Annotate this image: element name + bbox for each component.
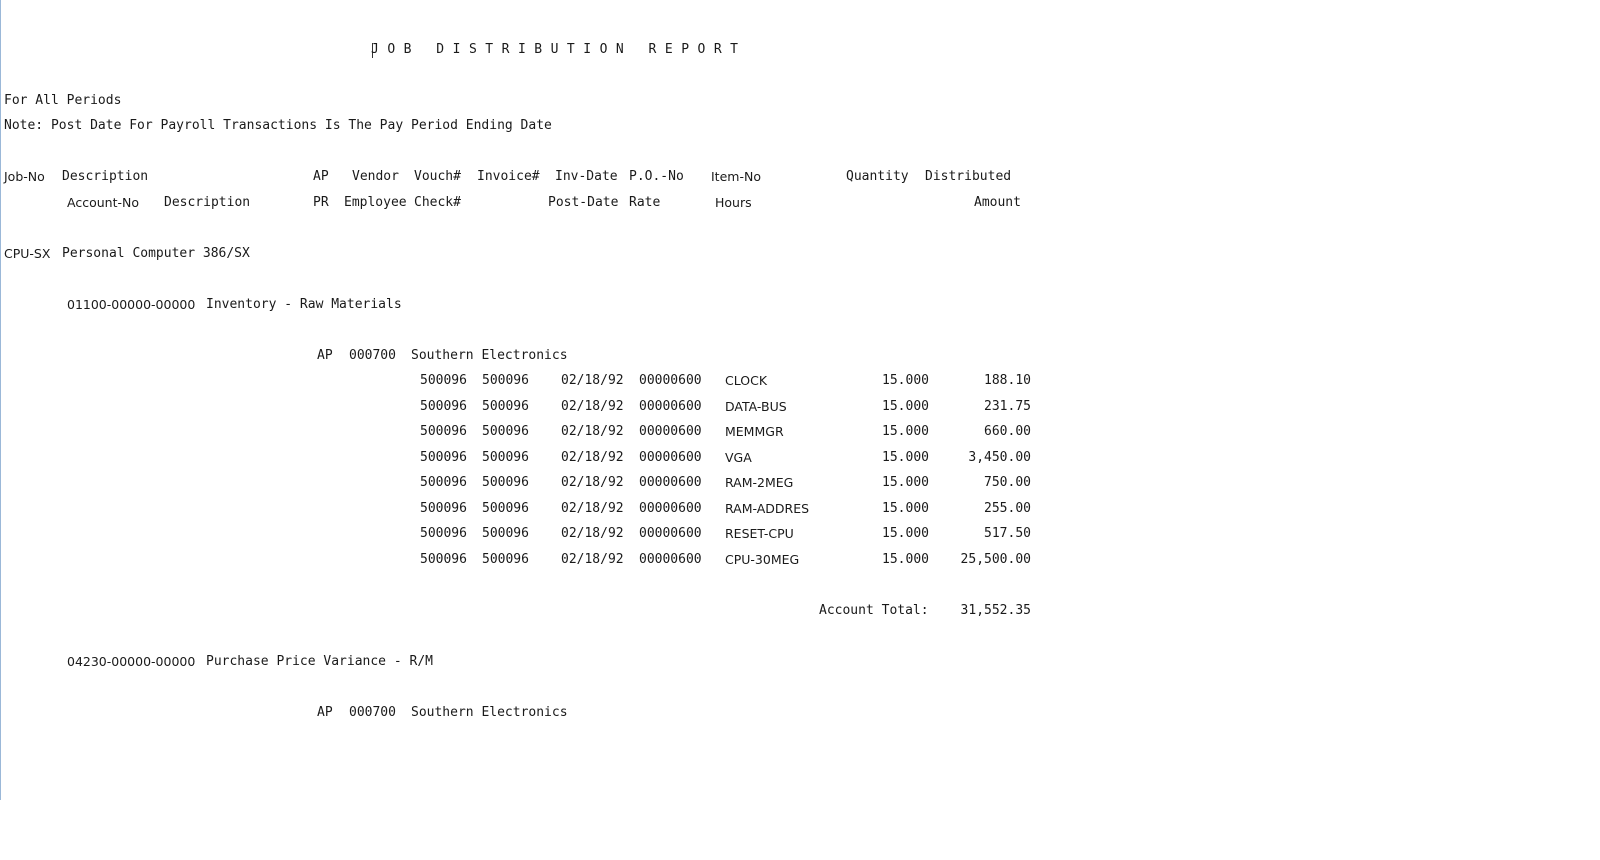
line-vouch: 500096 — [420, 399, 467, 414]
line-po: 00000600 — [639, 526, 702, 541]
header-job-no: Job-No — [4, 169, 45, 184]
line-vouch: 500096 — [420, 424, 467, 439]
line-po: 00000600 — [639, 399, 702, 414]
line-quantity: 15.000 — [882, 475, 929, 490]
header-pr: PR — [313, 195, 329, 210]
vendor-name: Southern Electronics — [411, 705, 568, 720]
job-number: CPU-SX — [4, 246, 51, 261]
line-vouch: 500096 — [420, 552, 467, 567]
header-account-no: Account-No — [67, 195, 139, 210]
line-amount: 3,450.00 — [968, 450, 1031, 465]
account-number: 01100-00000-00000 — [67, 297, 196, 312]
line-po: 00000600 — [639, 501, 702, 516]
line-amount: 660.00 — [984, 424, 1031, 439]
vendor-type: AP — [317, 348, 333, 363]
header-description: Description — [62, 169, 149, 184]
line-quantity: 15.000 — [882, 373, 929, 388]
line-po: 00000600 — [639, 475, 702, 490]
header-inv-date: Inv-Date — [555, 169, 618, 184]
header-vendor: Vendor — [352, 169, 399, 184]
line-amount: 25,500.00 — [960, 552, 1031, 567]
line-po: 00000600 — [639, 450, 702, 465]
line-item: RAM-ADDRES — [725, 501, 810, 516]
line-item: MEMMGR — [725, 424, 784, 439]
line-invoice: 500096 — [482, 552, 529, 567]
line-quantity: 15.000 — [882, 501, 929, 516]
line-quantity: 15.000 — [882, 450, 929, 465]
line-amount: 517.50 — [984, 526, 1031, 541]
line-date: 02/18/92 — [561, 424, 624, 439]
header-description-2: Description — [164, 195, 251, 210]
account-number: 04230-00000-00000 — [67, 654, 196, 669]
account-total-label: Account Total: — [819, 603, 929, 618]
line-date: 02/18/92 — [561, 450, 624, 465]
header-check: Check# — [414, 195, 461, 210]
line-invoice: 500096 — [482, 450, 529, 465]
line-date: 02/18/92 — [561, 526, 624, 541]
report-period: For All Periods — [4, 93, 122, 108]
line-date: 02/18/92 — [561, 399, 624, 414]
line-vouch: 500096 — [420, 501, 467, 516]
line-item: DATA-BUS — [725, 399, 787, 414]
report-note: Note: Post Date For Payroll Transactions Is The Pay Period Ending Date — [4, 118, 552, 133]
line-invoice: 500096 — [482, 399, 529, 414]
line-item: RAM-2MEG — [725, 475, 794, 490]
line-invoice: 500096 — [482, 424, 529, 439]
header-po-no: P.O.-No — [629, 169, 684, 184]
line-quantity: 15.000 — [882, 552, 929, 567]
header-employee: Employee — [344, 195, 407, 210]
line-item: VGA — [725, 450, 752, 465]
line-date: 02/18/92 — [561, 373, 624, 388]
vendor-type: AP — [317, 705, 333, 720]
job-description: Personal Computer 386/SX — [62, 246, 250, 261]
line-invoice: 500096 — [482, 475, 529, 490]
line-quantity: 15.000 — [882, 399, 929, 414]
header-ap: AP — [313, 169, 329, 184]
line-vouch: 500096 — [420, 526, 467, 541]
header-distributed: Distributed — [925, 169, 1012, 184]
vendor-number: 000700 — [349, 348, 396, 363]
account-description: Purchase Price Variance - R/M — [206, 654, 433, 669]
line-date: 02/18/92 — [561, 552, 624, 567]
line-po: 00000600 — [639, 552, 702, 567]
line-po: 00000600 — [639, 424, 702, 439]
line-amount: 231.75 — [984, 399, 1031, 414]
header-vouch: Vouch# — [414, 169, 461, 184]
header-rate: Rate — [629, 195, 661, 210]
header-hours: Hours — [715, 195, 752, 210]
header-item-no: Item-No — [711, 169, 761, 184]
header-post-date: Post-Date — [548, 195, 619, 210]
line-vouch: 500096 — [420, 475, 467, 490]
line-item: CPU-30MEG — [725, 552, 800, 567]
line-item: RESET-CPU — [725, 526, 794, 541]
line-amount: 255.00 — [984, 501, 1031, 516]
header-amount: Amount — [974, 195, 1021, 210]
line-date: 02/18/92 — [561, 501, 624, 516]
account-description: Inventory - Raw Materials — [206, 297, 402, 312]
line-date: 02/18/92 — [561, 475, 624, 490]
vendor-number: 000700 — [349, 705, 396, 720]
header-invoice: Invoice# — [477, 169, 540, 184]
report-title: JOB DISTRIBUTION REPORT — [371, 42, 747, 57]
line-vouch: 500096 — [420, 373, 467, 388]
line-invoice: 500096 — [482, 501, 529, 516]
line-quantity: 15.000 — [882, 424, 929, 439]
line-item: CLOCK — [725, 373, 768, 388]
line-invoice: 500096 — [482, 526, 529, 541]
vendor-name: Southern Electronics — [411, 348, 568, 363]
line-quantity: 15.000 — [882, 526, 929, 541]
account-total-value: 31,552.35 — [960, 603, 1031, 618]
line-amount: 188.10 — [984, 373, 1031, 388]
header-quantity: Quantity — [846, 169, 909, 184]
line-amount: 750.00 — [984, 475, 1031, 490]
line-vouch: 500096 — [420, 450, 467, 465]
line-po: 00000600 — [639, 373, 702, 388]
line-invoice: 500096 — [482, 373, 529, 388]
